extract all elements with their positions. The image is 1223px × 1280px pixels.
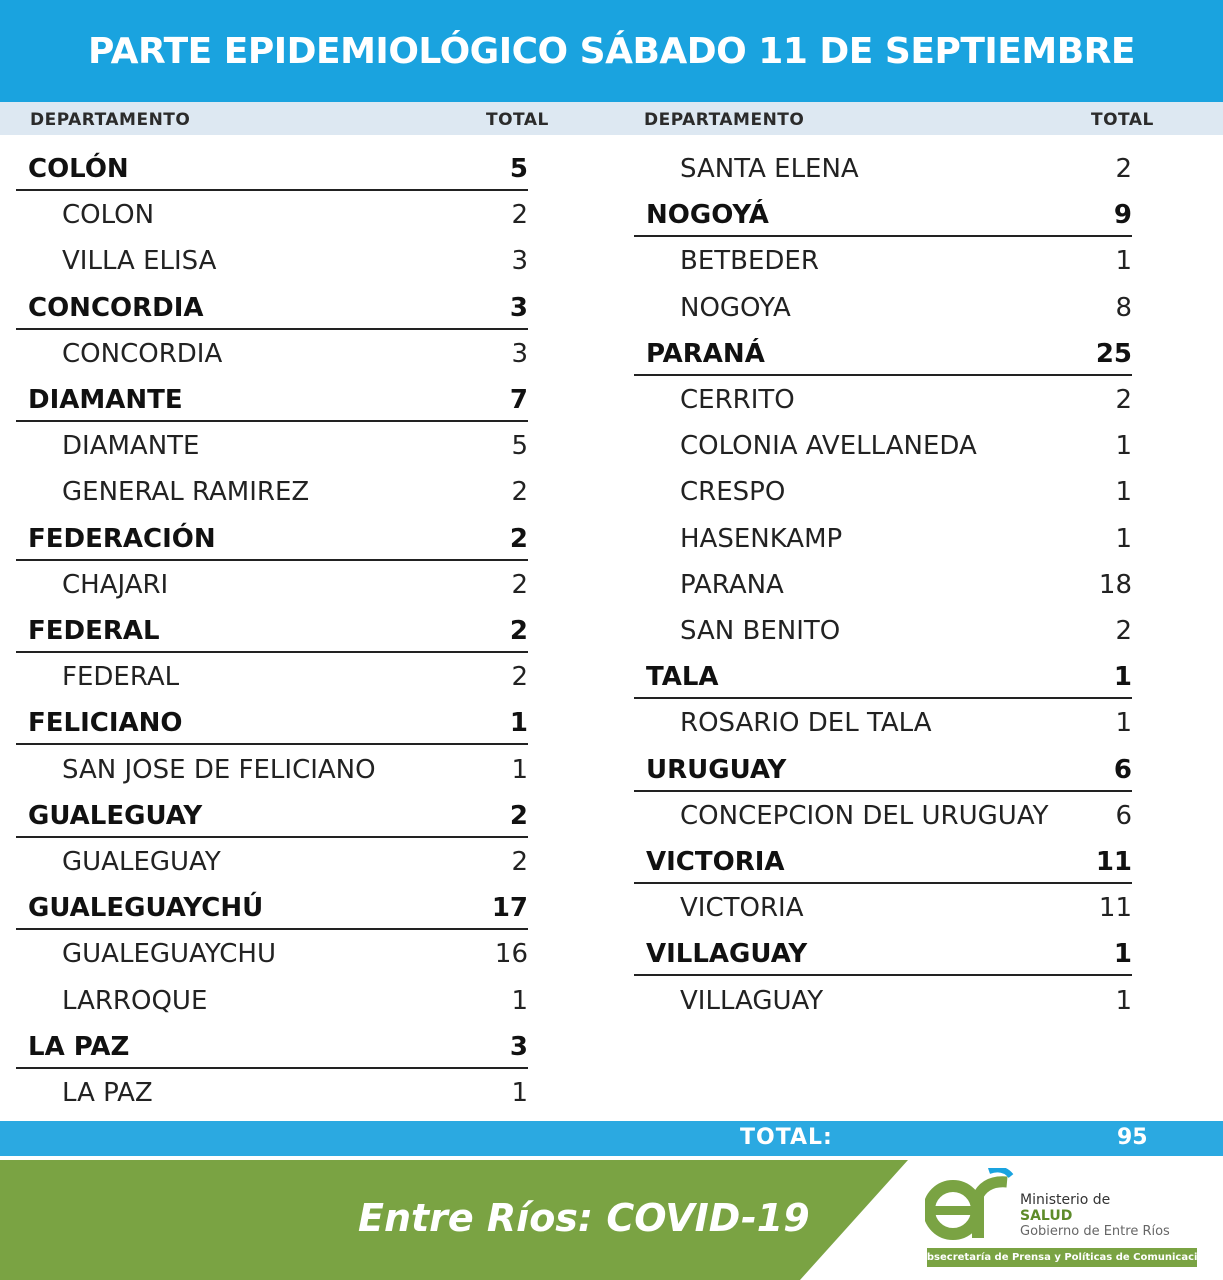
locality-row [634, 472, 1132, 512]
department-row [634, 657, 1132, 697]
department-row [16, 703, 528, 743]
locality-row [634, 888, 1132, 928]
logo-line-gobierno: Gobierno de Entre Ríos [1020, 1224, 1170, 1239]
locality-name: BETBEDER [680, 246, 819, 277]
locality-total: 1 [511, 754, 528, 785]
locality-row [634, 981, 1132, 1021]
locality-row [634, 241, 1132, 281]
department-name: COLÓN [28, 154, 129, 184]
department-name: LA PAZ [28, 1031, 130, 1062]
locality-row [634, 703, 1132, 743]
locality-row [16, 750, 528, 790]
locality-row [634, 796, 1132, 836]
locality-total: 2 [1115, 616, 1132, 646]
locality-total: 1 [511, 985, 528, 1016]
press-strip: Subsecretaría de Prensa y Políticas de Comunicación [927, 1248, 1197, 1267]
department-total: 3 [509, 292, 528, 323]
locality-total: 1 [511, 1078, 528, 1108]
er-logo-icon [925, 1168, 1015, 1243]
locality-total: 2 [511, 200, 528, 231]
locality-total: 1 [1115, 477, 1132, 508]
locality-row [16, 426, 528, 466]
locality-total: 2 [511, 847, 528, 877]
department-row [16, 888, 528, 928]
department-total: 6 [1113, 754, 1132, 785]
department-divider [634, 235, 1132, 237]
col-header-total-right: TOTAL [1091, 110, 1154, 130]
locality-name: ROSARIO DEL TALA [680, 708, 932, 739]
locality-name: SANTA ELENA [680, 154, 859, 184]
locality-total: 8 [1115, 292, 1132, 323]
locality-name: CONCORDIA [62, 338, 223, 369]
locality-total: 1 [1115, 246, 1132, 277]
locality-row [634, 149, 1132, 189]
department-total: 9 [1113, 200, 1132, 231]
locality-total: 2 [1115, 154, 1132, 184]
locality-name: VICTORIA [680, 893, 804, 924]
locality-row [634, 519, 1132, 559]
locality-total: 2 [511, 662, 528, 693]
locality-name: CHAJARI [62, 569, 169, 600]
locality-total: 2 [511, 477, 528, 508]
locality-row [16, 842, 528, 882]
department-row [634, 842, 1132, 882]
locality-row [634, 565, 1132, 605]
locality-total: 3 [511, 246, 528, 277]
locality-name: LARROQUE [62, 985, 208, 1016]
locality-name: SAN BENITO [680, 616, 841, 646]
department-total: 25 [1095, 338, 1132, 369]
locality-row [16, 472, 528, 512]
department-row [16, 380, 528, 420]
locality-name: SAN JOSE DE FELICIANO [62, 754, 376, 785]
department-name: FELICIANO [28, 708, 183, 739]
report-title: PARTE EPIDEMIOLÓGICO SÁBADO 11 DE SEPTIEMBRE [0, 0, 1223, 102]
department-name: TALA [646, 662, 719, 693]
department-total: 2 [509, 523, 528, 554]
locality-row [634, 380, 1132, 420]
department-total: 2 [509, 800, 528, 831]
locality-name: PARANA [680, 569, 784, 600]
department-divider [16, 1067, 528, 1069]
department-divider [16, 836, 528, 838]
department-name: VILLAGUAY [646, 939, 808, 970]
locality-name: GUALEGUAYCHU [62, 939, 277, 970]
locality-name: DIAMANTE [62, 431, 200, 462]
col-header-department-right: DEPARTAMENTO [644, 110, 805, 130]
locality-total: 6 [1115, 800, 1132, 831]
department-divider [634, 790, 1132, 792]
department-divider [634, 882, 1132, 884]
department-row [634, 750, 1132, 790]
locality-total: 2 [1115, 385, 1132, 415]
locality-total: 11 [1098, 893, 1132, 924]
department-total: 11 [1095, 847, 1132, 877]
department-divider [634, 697, 1132, 699]
locality-name: NOGOYA [680, 292, 791, 323]
locality-name: GUALEGUAY [62, 847, 221, 877]
department-row [16, 149, 528, 189]
total-bar [0, 1121, 1223, 1156]
department-divider [16, 559, 528, 561]
total-label: TOTAL: [740, 1125, 833, 1150]
logo-line-ministerio: Ministerio de [1020, 1192, 1111, 1208]
locality-name: CRESPO [680, 477, 786, 508]
locality-name: HASENKAMP [680, 523, 843, 554]
locality-row [16, 241, 528, 281]
department-row [16, 288, 528, 328]
locality-row [16, 565, 528, 605]
col-header-department-left: DEPARTAMENTO [30, 110, 191, 130]
department-row [634, 195, 1132, 235]
department-row [634, 934, 1132, 974]
locality-total: 3 [511, 338, 528, 369]
footer-slogan: Entre Ríos: COVID-19 [358, 1196, 810, 1240]
locality-row [16, 657, 528, 697]
department-name: URUGUAY [646, 754, 787, 785]
locality-row [16, 1073, 528, 1113]
locality-total: 5 [511, 431, 528, 462]
department-row [634, 334, 1132, 374]
locality-name: VILLA ELISA [62, 246, 217, 277]
department-divider [16, 328, 528, 330]
locality-name: FEDERAL [62, 662, 180, 693]
locality-total: 1 [1115, 708, 1132, 739]
locality-total: 18 [1098, 569, 1132, 600]
locality-row [16, 334, 528, 374]
department-name: GUALEGUAY [28, 800, 203, 831]
locality-row [634, 426, 1132, 466]
department-name: CONCORDIA [28, 292, 204, 323]
department-name: DIAMANTE [28, 385, 183, 415]
department-name: GUALEGUAYCHÚ [28, 893, 264, 924]
locality-total: 16 [494, 939, 528, 970]
department-divider [16, 928, 528, 930]
locality-name: COLON [62, 200, 155, 231]
locality-total: 1 [1115, 431, 1132, 462]
department-total: 1 [1113, 662, 1132, 693]
department-row [16, 611, 528, 651]
locality-name: GENERAL RAMIREZ [62, 477, 310, 508]
department-name: PARANÁ [646, 338, 765, 369]
department-divider [16, 189, 528, 191]
department-total: 7 [509, 385, 528, 415]
department-total: 17 [491, 893, 528, 924]
locality-row [16, 981, 528, 1021]
department-divider [634, 374, 1132, 376]
department-divider [16, 651, 528, 653]
department-row [16, 796, 528, 836]
department-divider [634, 974, 1132, 976]
logo-line-salud: SALUD [1020, 1208, 1073, 1224]
col-header-total-left: TOTAL [486, 110, 549, 130]
department-total: 3 [509, 1031, 528, 1062]
department-total: 1 [509, 708, 528, 739]
total-value: 95 [1117, 1125, 1148, 1150]
locality-total: 1 [1115, 523, 1132, 554]
department-row [16, 1027, 528, 1067]
locality-total: 1 [1115, 985, 1132, 1016]
department-divider [16, 743, 528, 745]
department-total: 5 [509, 154, 528, 184]
locality-row [634, 288, 1132, 328]
department-row [16, 519, 528, 559]
department-name: FEDERAL [28, 616, 160, 646]
department-name: VICTORIA [646, 847, 785, 877]
locality-name: LA PAZ [62, 1078, 153, 1108]
department-name: NOGOYÁ [646, 200, 769, 231]
locality-row [634, 611, 1132, 651]
locality-total: 2 [511, 569, 528, 600]
department-name: FEDERACIÓN [28, 523, 216, 554]
department-divider [16, 420, 528, 422]
ministry-logo-text [1020, 1192, 1170, 1240]
locality-name: COLONIA AVELLANEDA [680, 431, 977, 462]
locality-name: VILLAGUAY [680, 985, 824, 1016]
department-total: 2 [509, 616, 528, 646]
department-total: 1 [1113, 939, 1132, 970]
locality-row [16, 934, 528, 974]
locality-name: CONCEPCION DEL URUGUAY [680, 800, 1049, 831]
locality-row [16, 195, 528, 235]
locality-name: CERRITO [680, 385, 795, 415]
